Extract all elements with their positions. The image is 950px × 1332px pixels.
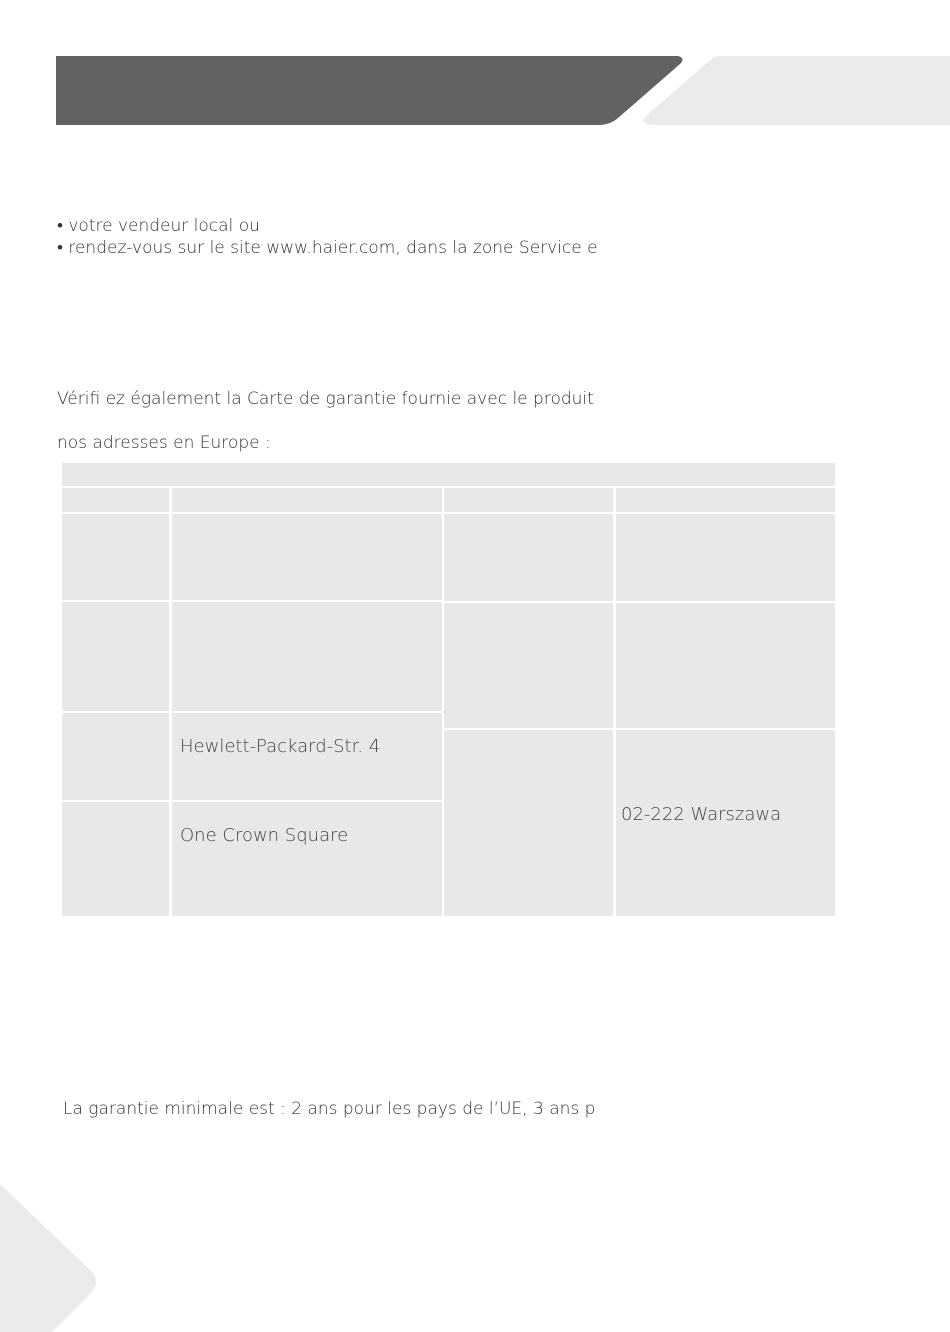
contact-item-dealer: • votre vendeur local ou bbox=[57, 216, 260, 236]
table-row-2-country-2 bbox=[444, 603, 613, 728]
address-hewlett-packard: Hewlett-Packard-Str. 4 bbox=[180, 736, 381, 757]
europe-address-table bbox=[62, 463, 835, 916]
table-row-3-country bbox=[62, 713, 169, 800]
header-dark-band bbox=[56, 56, 683, 125]
address-warszawa: 02-222 Warszawa bbox=[621, 804, 782, 825]
table-row-4-address bbox=[172, 802, 442, 916]
minimum-warranty-text: La garantie minimale est : 2 ans pour les pays de l’UE, 3 ans p bbox=[63, 1099, 596, 1119]
corner-decoration bbox=[0, 1180, 110, 1332]
table-row-3-country-2 bbox=[444, 730, 613, 916]
table-row-2-address-2 bbox=[616, 603, 835, 728]
column-header-address bbox=[172, 488, 442, 512]
table-title-row bbox=[62, 463, 835, 486]
header-banner bbox=[0, 0, 950, 140]
column-header-address-2 bbox=[616, 488, 835, 512]
header-light-tab bbox=[644, 56, 950, 125]
table-row-3-address bbox=[172, 713, 442, 800]
contact-list bbox=[57, 215, 598, 259]
table-row-3-address-2 bbox=[616, 730, 835, 916]
table-row-1-country bbox=[62, 514, 169, 600]
table-row-1-address bbox=[172, 514, 442, 600]
column-header-country bbox=[62, 488, 169, 512]
address-one-crown-square: One Crown Square bbox=[180, 825, 349, 846]
warranty-card-note: Vérifi ez également la Carte de garantie fournie avec le produit bbox=[57, 389, 594, 409]
table-row-1-country-2 bbox=[444, 514, 613, 601]
table-row-1-address-2 bbox=[616, 514, 835, 601]
table-row-2-address bbox=[172, 602, 442, 711]
table-row-2-country bbox=[62, 602, 169, 711]
column-header-country-2 bbox=[444, 488, 613, 512]
europe-addresses-intro: nos adresses en Europe : bbox=[57, 433, 271, 453]
contact-item-website: • rendez-vous sur le site www.haier.com, dans la zone Service e bbox=[57, 238, 598, 258]
table-row-4-country bbox=[62, 802, 169, 916]
